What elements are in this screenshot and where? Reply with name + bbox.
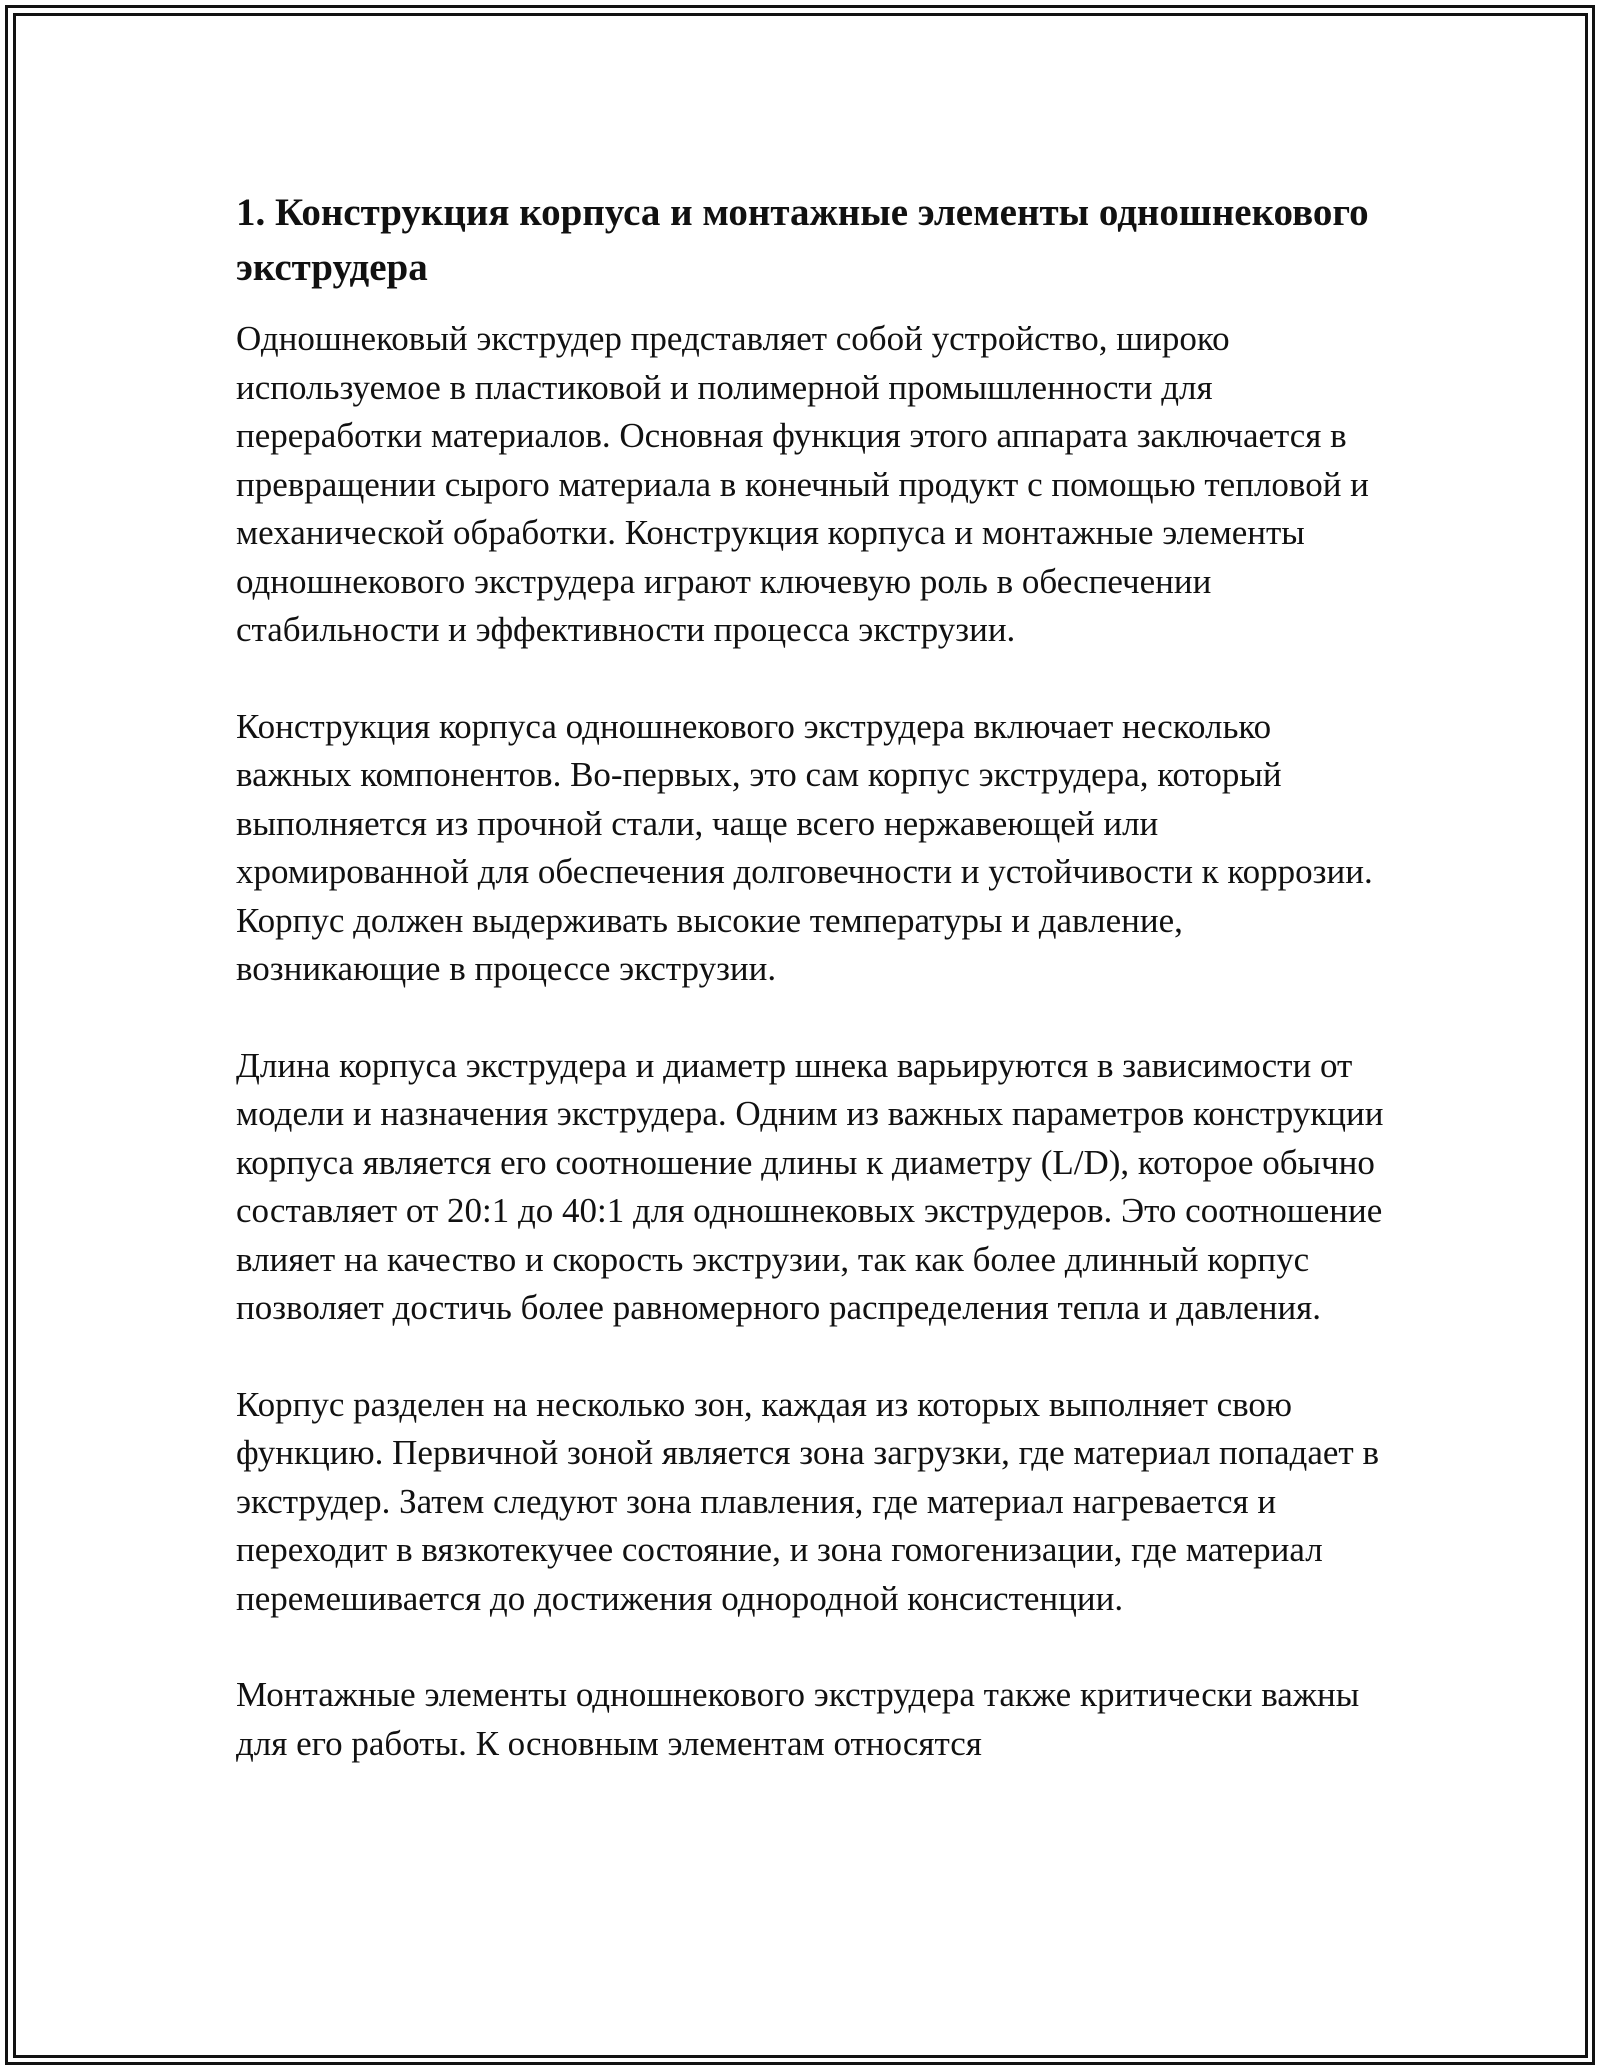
paragraph-length-diameter: Длина корпуса экструдера и диаметр шнека варьируются в зависимости от модели и назначения экструдера. Одним из важных параметров конструкции корпуса является его соотношение длины к диаметру (L/D), которое обычно составляет от 20:1 до 40:1 для одношнековых экструдеров. Это соотношение влияет на качество и скорость экструзии, так как более длинный корпус позволяет достичь более равномерного распределения тепла и давления. — [236, 1045, 1384, 1327]
paragraph-housing-components: Конструкция корпуса одношнекового экструдера включает несколько важных компонентов. Во-первых, это сам корпус экструдера, который выполняется из прочной стали, чаще всего нержавеющей или хромированной для обеспечения долговечности и устойчивости к коррозии. Корпус должен выдерживать высокие температуры и давление, возникающие в процессе экструзии. — [236, 706, 1373, 988]
paragraph-mounting-elements: Монтажные элементы одношнекового экструдера также критически важны для его работы. К основным элементам относятся — [236, 1675, 1360, 1763]
section-title: 1. Конструкция корпуса и монтажные элементы одношнекового экструдера — [236, 191, 1369, 289]
paragraph-intro: Одношнековый экструдер представляет собой устройство, широко используемое в пластиковой и полимерной промышленности для переработки материалов. Основная функция этого аппарата заключается в превращении сырого материала в конечный продукт с помощью тепловой и механической обработки. Конструкция корпуса и монтажные элементы одношнекового экструдера играют ключевую роль в обеспечении стабильности и эффективности процесса экструзии. — [236, 319, 1369, 649]
document-body — [236, 185, 1386, 1816]
paragraph-zones: Корпус разделен на несколько зон, каждая из которых выполняет свою функцию. Первичной зоной является зона загрузки, где материал попадает в экструдер. Затем следуют зона плавления, где материал нагревается и переходит в вязкотекучее состояние, и зона гомогенизации, где материал перемешивается до достижения однородной консистенции. — [236, 1384, 1379, 1618]
